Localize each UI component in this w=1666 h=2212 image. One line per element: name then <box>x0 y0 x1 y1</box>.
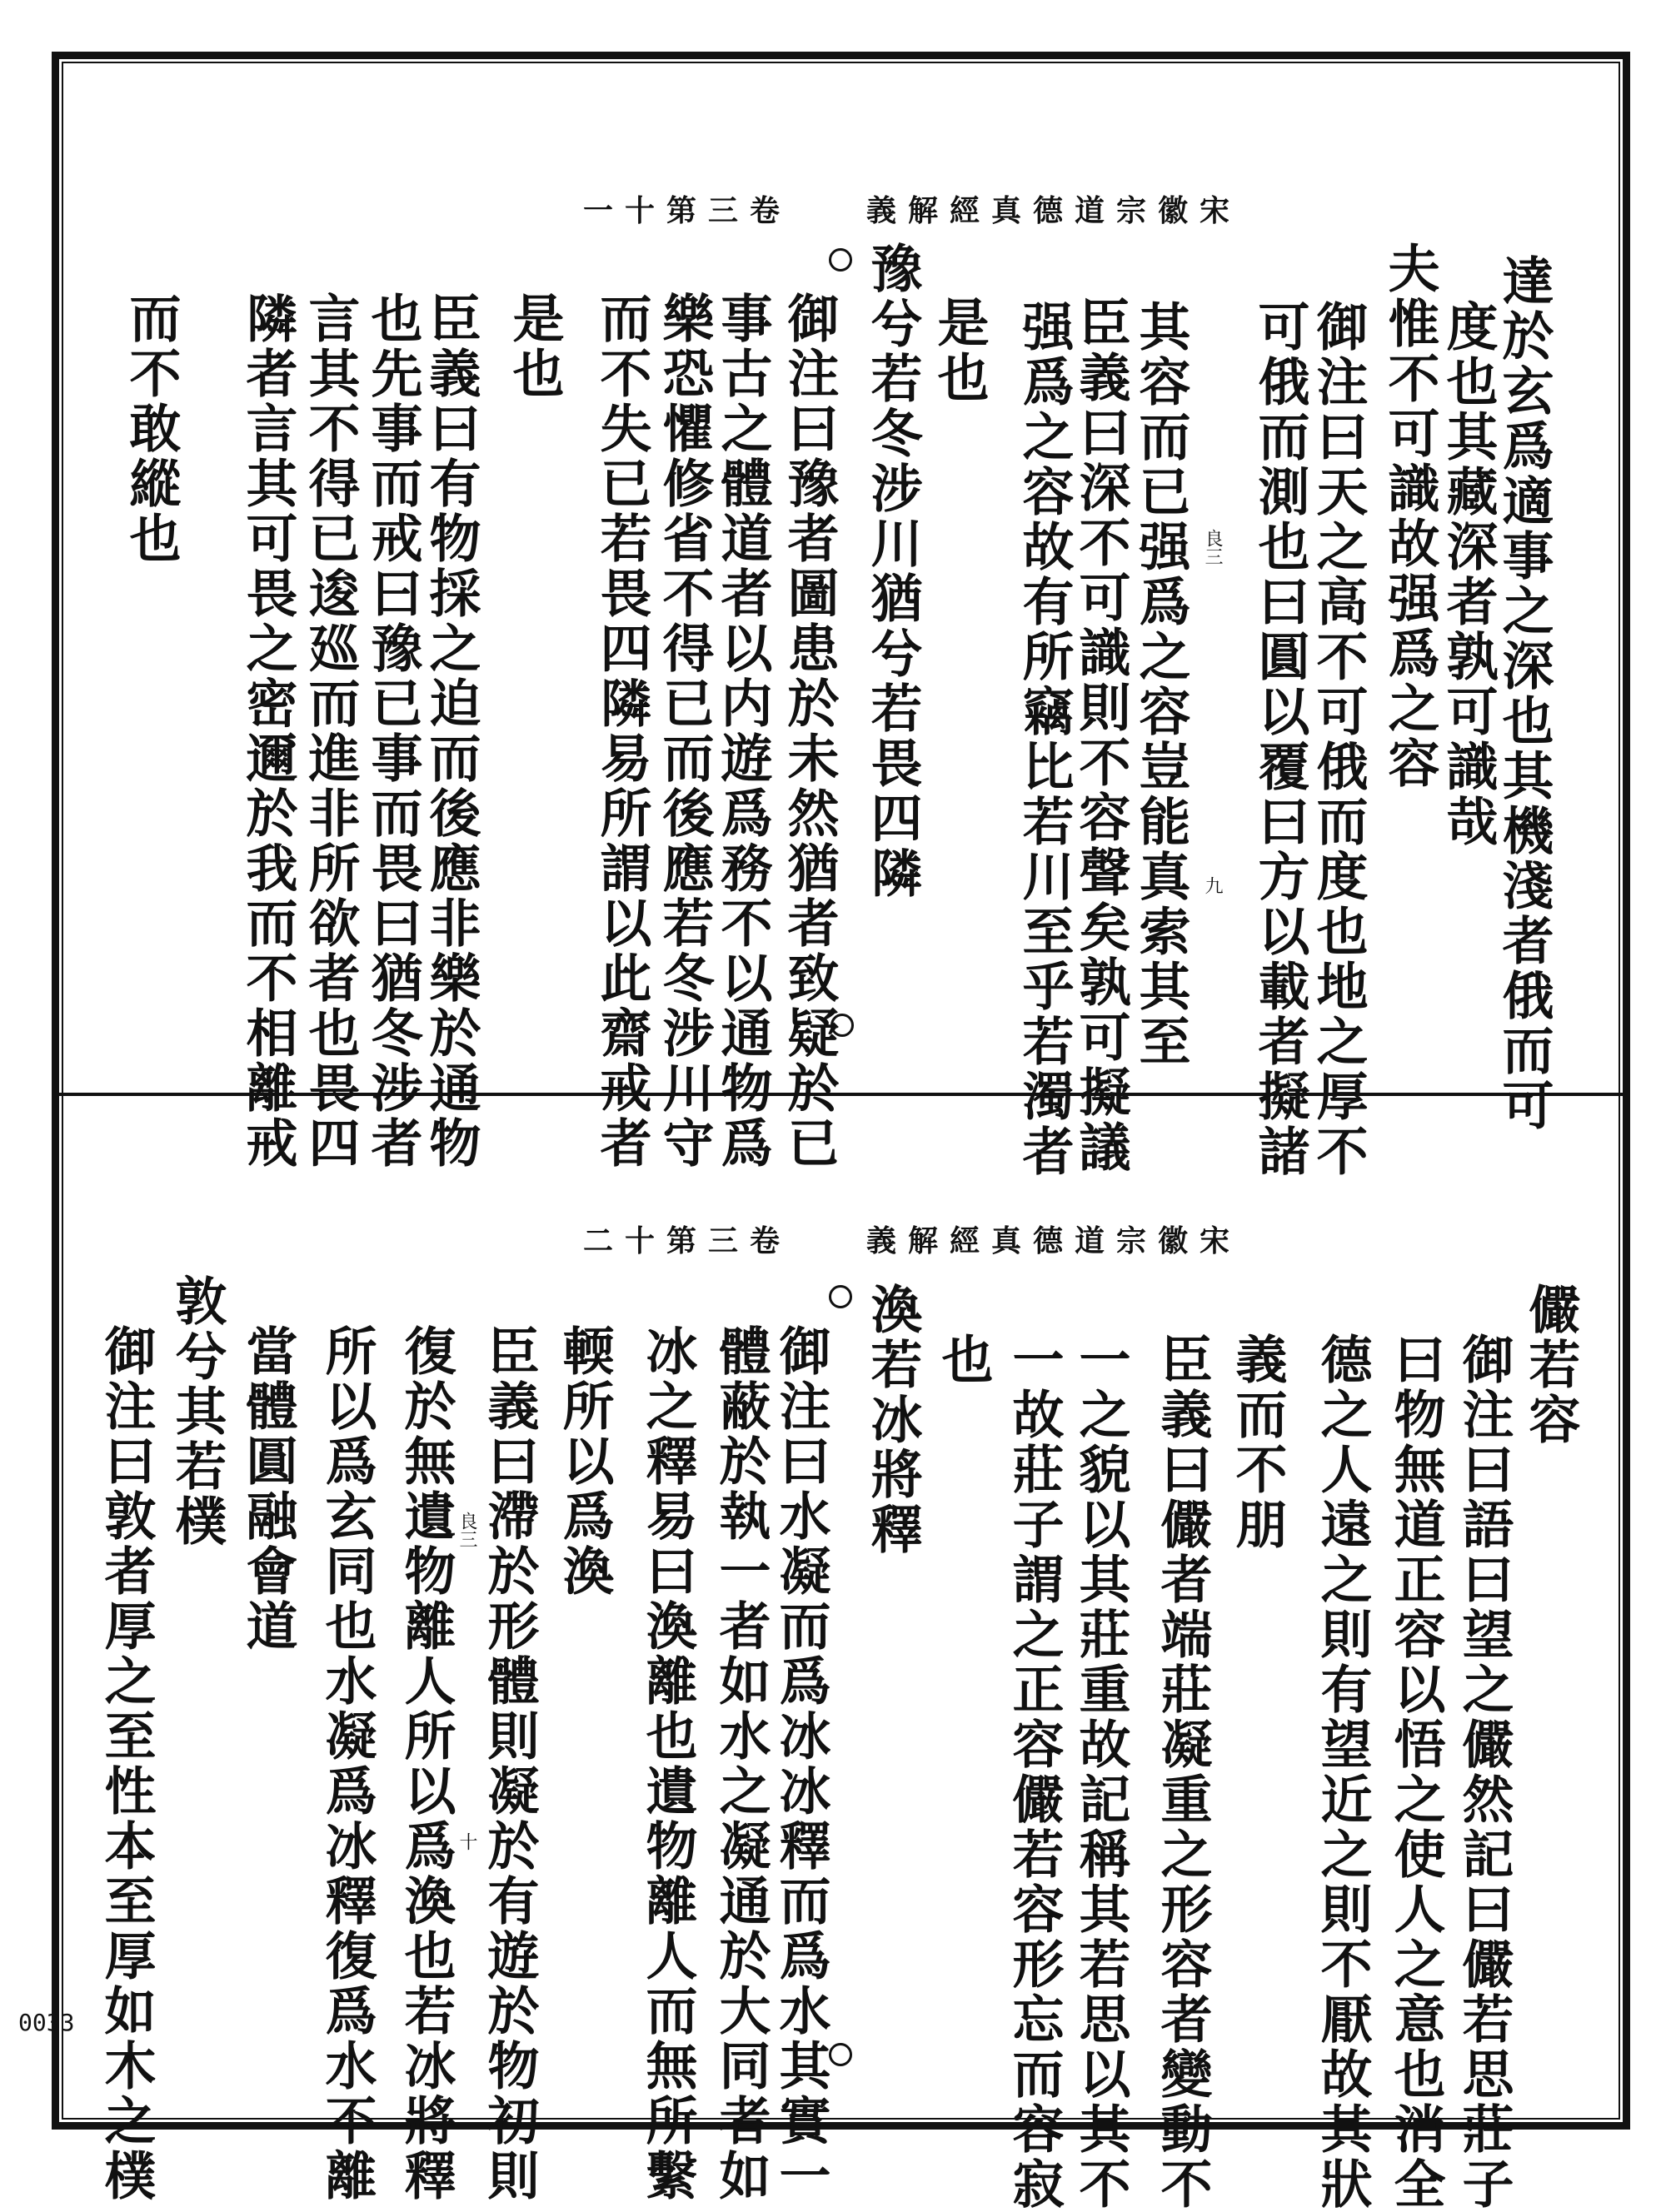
bottom-col-1: 儼若容 <box>1520 1283 1581 1447</box>
top-circle-mark-2 <box>831 1014 854 1037</box>
bottom-col-4: 德之人遠之則有望近之則不厭故其狀 <box>1312 1333 1373 2212</box>
page-number: 0033 <box>18 2009 75 2036</box>
bottom-col-2: 御注曰語曰望之儼然記曰儼若思莊子 <box>1454 1333 1514 2212</box>
top-col-6: 其容而已强爲之容豈能真索其至 <box>1130 300 1191 1069</box>
top-circle-mark-1 <box>829 248 852 272</box>
top-col-1: 達於玄爲適事之深也其機淺者俄而可 <box>1494 254 1554 1133</box>
bottom-col-17: 所以爲玄同也水凝爲冰釋復爲水不離 <box>317 1324 377 2204</box>
bottom-circle-mark-2 <box>829 2043 852 2066</box>
top-col-10: 豫兮若冬涉川猶兮若畏四隣 <box>862 242 923 901</box>
bottom-col-8: 一故莊子謂之正容儼若容形忘而容寂 <box>1004 1333 1065 2212</box>
top-col-2: 度也其藏深者孰可識哉 <box>1438 300 1499 849</box>
bottom-col-20: 御注曰敦者厚之至性本至厚如木之樸 <box>96 1324 157 2204</box>
top-col-3: 夫惟不可識故强爲之容 <box>1379 242 1440 791</box>
bottom-col-15: 臣義曰滯於形體則凝於有遊於物初則 <box>479 1324 540 2204</box>
bottom-note-1: 良三 <box>456 1512 477 1548</box>
bottom-col-9: 也 <box>933 1333 994 1387</box>
bottom-col-18: 當體圓融會道 <box>237 1324 298 1654</box>
top-header-volume: 一十第三卷 <box>583 193 792 228</box>
top-note-2: 九 <box>1202 876 1223 894</box>
bottom-header-title: 義解經真德道宗徽宋 <box>866 1223 1242 1258</box>
top-col-20: 而不敢縱也 <box>121 291 182 566</box>
bottom-col-10: 渙若冰將釋 <box>862 1283 923 1557</box>
top-header <box>583 187 1250 237</box>
top-col-15: 是也 <box>504 291 565 401</box>
top-col-16: 臣義曰有物採之迫而後應非樂於通物 <box>421 291 481 1171</box>
top-col-11: 御注曰豫者圖患於未然猶者致疑於已 <box>779 291 840 1171</box>
bottom-note-2: 十 <box>456 1832 477 1851</box>
top-col-5: 可俄而測也曰圓以覆曰方以載者擬諸 <box>1250 300 1310 1179</box>
top-col-9: 是也 <box>929 296 990 406</box>
bottom-col-19: 敦兮其若樸 <box>167 1274 227 1549</box>
bottom-header-volume: 二十第三卷 <box>583 1223 792 1258</box>
bottom-col-3: 曰物無道正容以悟之使人之意也消全 <box>1385 1333 1446 2212</box>
top-col-4: 御注曰天之高不可俄而度也地之厚不 <box>1308 300 1369 1179</box>
top-col-12: 事古之體道者以内遊爲務不以通物爲 <box>712 291 773 1171</box>
top-header-title: 義解經真德道宗徽宋 <box>866 193 1242 228</box>
top-col-18: 言其不得已逡廵而進非所欲者也畏四 <box>300 291 361 1171</box>
top-col-8: 强爲之容故有所竊比若川至乎若濁者 <box>1014 300 1075 1179</box>
bottom-col-7: 一之貌以其莊重故記稱其若思以其不 <box>1070 1333 1131 2212</box>
bottom-col-12: 體蔽於執一者如水之凝通於大同者如 <box>711 1324 771 2204</box>
bottom-col-16: 復於無遺物離人所以爲渙也若冰將釋 <box>396 1324 456 2204</box>
top-col-17: 也先事而戒曰豫已事而畏曰猶冬涉者 <box>362 291 423 1171</box>
top-note-1: 良三 <box>1202 529 1223 565</box>
bottom-header <box>583 1218 1250 1268</box>
bottom-col-14: 輭所以爲渙 <box>554 1324 615 1599</box>
bottom-col-5: 義而不朋 <box>1227 1333 1288 1552</box>
bottom-col-6: 臣義曰儼者端莊凝重之形容者變動不 <box>1152 1333 1213 2212</box>
top-col-7: 臣義曰深不可識則不容聲矣孰可擬議 <box>1070 296 1131 1175</box>
bottom-col-11: 御注曰水凝而爲冰冰釋而爲水其實一 <box>771 1324 831 2204</box>
top-col-19: 隣者言其可畏之密邇於我而不相離戒 <box>237 291 298 1171</box>
top-col-13: 樂恐懼修省不得已而後應若冬涉川守 <box>654 291 715 1171</box>
bottom-col-13: 冰之釋易曰渙離也遺物離人而無所繫 <box>637 1324 698 2204</box>
top-col-14: 而不失已若畏四隣易所謂以此齋戒者 <box>591 291 652 1171</box>
bottom-circle-mark-1 <box>829 1285 852 1308</box>
